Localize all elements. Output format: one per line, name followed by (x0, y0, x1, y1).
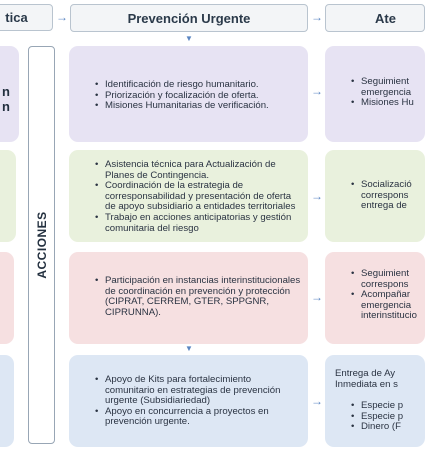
left-box-3 (0, 252, 14, 344)
arrow-down-icon: ▼ (185, 34, 193, 43)
center-box-4-list (91, 375, 280, 428)
center-box-4-item-2: • Apoyo en concurrencia a proyectos en prevención urgente. (105, 407, 280, 428)
arrow-right-icon-2: → (311, 189, 323, 203)
header-right-label: Ate (375, 10, 396, 26)
center-box-4 (69, 355, 308, 447)
arrow-right-icon-1: → (311, 84, 323, 98)
header-arrow-left: → (56, 10, 68, 24)
left-box-1-line-2: n (2, 99, 10, 114)
arrow-down-icon-2: ▼ (185, 344, 193, 353)
center-box-3-item-1: • Participación en instancias interinstitucionales de coordinación en prevención y protección (CIPRAT, CERREM, GTER, SPPGNR, CIPRUNNA). (105, 276, 300, 318)
header-left-label: tica (5, 10, 28, 25)
right-box-2-list (347, 180, 412, 212)
right-box-1-item-1: • Seguimient emergencia (361, 77, 414, 98)
right-box-4-item-2: • Especie p (361, 412, 403, 423)
right-box-4 (325, 355, 425, 447)
right-box-3-item-1: • Seguimient correspons (361, 269, 417, 290)
left-box-1 (0, 46, 19, 142)
left-box-2 (0, 150, 16, 242)
right-box-2 (325, 150, 425, 242)
left-box-4 (0, 355, 14, 447)
right-box-3-list (347, 269, 417, 322)
center-box-2-list (91, 160, 295, 234)
center-box-1-item-1: • Identificación de riesgo humanitario. (105, 80, 269, 91)
center-box-1-item-3: • Misiones Humanitarias de verificación. (105, 101, 269, 112)
right-box-1-list (347, 77, 414, 109)
right-box-1-item-2: • Misiones Hu (361, 98, 414, 109)
center-box-1 (69, 46, 308, 142)
center-box-1-item-2: • Priorización y focalización de oferta. (105, 91, 269, 102)
center-box-2 (69, 150, 308, 242)
right-box-4-item-3: • Dinero (F (361, 422, 403, 433)
arrow-right-icon-4: → (311, 394, 323, 408)
right-box-3 (325, 252, 425, 344)
right-box-1 (325, 46, 425, 142)
center-box-3 (69, 252, 308, 344)
arrow-right-icon-3: → (311, 290, 323, 304)
right-box-4-item-1: • Especie p (361, 401, 403, 412)
center-box-2-item-1: • Asistencia técnica para Actualización de Planes de Contingencia. (105, 160, 295, 181)
right-box-2-item-1: • Socializació correspons entrega de (361, 180, 412, 212)
acciones-label: ACCIONES (34, 211, 49, 279)
center-box-2-item-3: • Trabajo en acciones anticipatorias y gestión comunitaria del riesgo (105, 213, 295, 234)
header-arrow-right: → (311, 10, 323, 24)
header-center (70, 4, 308, 32)
right-box-4-intro: Entrega de Ay Inmediata en s (335, 368, 398, 390)
right-box-3-item-2: • Acompañar emergencia interinstitucio (361, 290, 417, 322)
left-box-1-line-1: n (2, 84, 10, 99)
center-box-1-list (91, 80, 269, 112)
header-left (0, 4, 53, 31)
center-box-4-item-1: • Apoyo de Kits para fortalecimiento comunitario en estrategias de prevención urgente (Subsidiariedad) (105, 375, 280, 407)
center-box-2-item-2: • Coordinación de la estrategia de corresponsabilidad y presentación de oferta de apoyo subsidiario a entidades territoriales (105, 181, 295, 213)
header-right (325, 4, 425, 32)
acciones-bar (28, 46, 55, 444)
center-box-3-list (91, 276, 300, 318)
header-center-label: Prevención Urgente (127, 10, 251, 26)
right-box-4-list (347, 401, 403, 433)
